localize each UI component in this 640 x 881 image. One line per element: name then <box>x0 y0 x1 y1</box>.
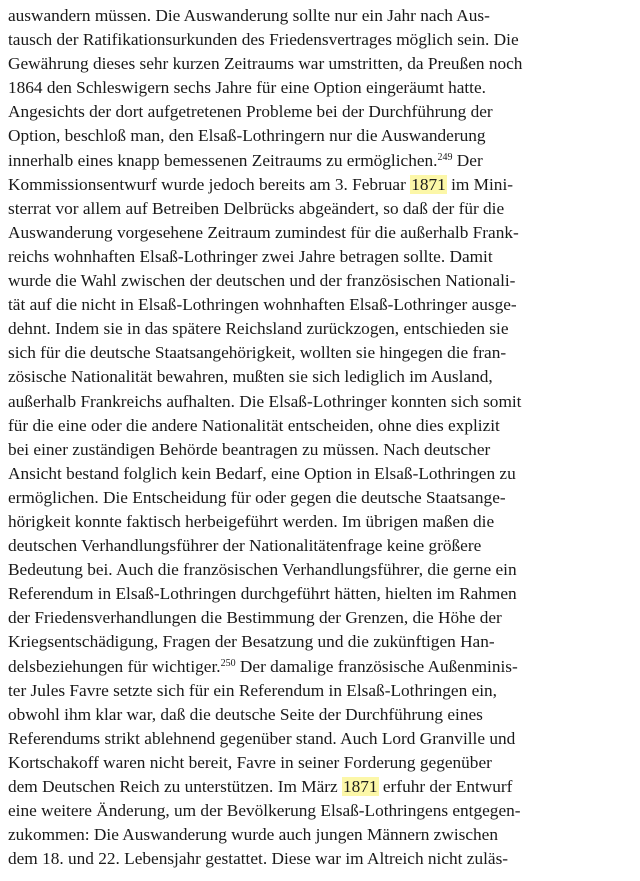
text-segment: zösische Nationalität bewahren, mußten sie sich lediglich im Ausland, <box>8 367 493 387</box>
text-line <box>8 221 632 245</box>
text-line <box>8 317 632 341</box>
text-line <box>8 438 632 462</box>
text-segment: tät auf die nicht in Elsaß-Lothringen wohnhaften Elsaß-Lothringer ausge- <box>8 295 517 315</box>
footnote-ref: 249 <box>437 151 453 163</box>
text-line <box>8 197 632 221</box>
text-line <box>8 173 632 197</box>
text-segment: ter Jules Favre setzte sich für ein Referendum in Elsaß-Lothringen ein, <box>8 680 497 700</box>
text-line <box>8 269 632 293</box>
text-segment: Kommissionsentwurf wurde jedoch bereits am 3. Februar <box>8 174 411 194</box>
text-line <box>8 414 632 438</box>
text-segment: Der damalige französische Außenminis- <box>235 656 518 676</box>
text-line <box>8 390 632 414</box>
text-line <box>8 630 632 654</box>
text-segment: tausch der Ratifikationsurkunden des Friedensvertrages möglich sein. Die <box>8 30 519 50</box>
document-page <box>8 4 632 871</box>
text-segment: zukommen: Die Auswanderung wurde auch jungen Männern zwischen <box>8 825 498 845</box>
text-segment: 1864 den Schleswigern sechs Jahre für eine Option eingeräumt hatte. <box>8 78 486 98</box>
text-segment: bei einer zuständigen Behörde beantragen zu müssen. Nach deutscher <box>8 439 491 459</box>
text-line <box>8 462 632 486</box>
text-line <box>8 28 632 52</box>
highlighted-year: 1871 <box>411 174 446 194</box>
text-line <box>8 52 632 76</box>
text-segment: für die eine oder die andere Nationalität entscheiden, ohne dies explizit <box>8 415 500 435</box>
text-line <box>8 727 632 751</box>
text-line <box>8 606 632 630</box>
text-segment: wurde die Wahl zwischen der deutschen und der französischen Nationali- <box>8 271 516 291</box>
text-segment: Bedeutung bei. Auch die französischen Verhandlungsführer, die gerne ein <box>8 560 517 580</box>
text-segment: Kriegsentschädigung, Fragen der Besatzung und die zukünftigen Han- <box>8 632 495 652</box>
text-line <box>8 510 632 534</box>
text-line <box>8 341 632 365</box>
text-segment: Kortschakoff waren nicht bereit, Favre in seiner Forderung gegenüber <box>8 752 492 772</box>
text-segment: Referendums strikt ablehnend gegenüber stand. Auch Lord Granville und <box>8 728 516 748</box>
text-segment: sich für die deutsche Staatsangehörigkeit, wollten sie hingegen die fran- <box>8 343 507 363</box>
text-line <box>8 582 632 606</box>
text-segment: im Mini- <box>446 174 513 194</box>
text-segment: dehnt. Indem sie in das spätere Reichsland zurückzogen, entschieden sie <box>8 319 509 339</box>
text-segment: Auswanderung vorgesehene Zeitraum zumindest für die außerhalb Frank- <box>8 222 519 242</box>
text-segment: Angesichts der dort aufgetretenen Probleme bei der Durchführung der <box>8 102 493 122</box>
text-segment: eine weitere Änderung, um der Bevölkerung Elsaß-Lothringens entgegen- <box>8 801 521 821</box>
text-line <box>8 100 632 124</box>
footnote-ref: 250 <box>220 657 236 669</box>
highlighted-year: 1871 <box>343 777 378 796</box>
text-line <box>8 775 632 799</box>
text-segment: der Friedensverhandlungen die Bestimmung der Grenzen, die Höhe der <box>8 608 502 628</box>
text-line <box>8 76 632 100</box>
text-line <box>8 293 632 317</box>
text-line <box>8 486 632 510</box>
text-line <box>8 823 632 847</box>
text-line <box>8 534 632 558</box>
text-line <box>8 847 632 871</box>
text-line <box>8 655 632 679</box>
text-segment: erfuhr der Entwurf <box>378 777 513 796</box>
text-line <box>8 124 632 148</box>
text-segment: Der <box>452 150 483 170</box>
text-segment: deutschen Verhandlungsführer der Nationalitätenfrage keine größere <box>8 536 482 556</box>
text-segment: reichs wohnhaften Elsaß-Lothringer zwei Jahre betragen sollte. Damit <box>8 246 493 266</box>
text-segment: ermöglichen. Die Entscheidung für oder gegen die deutsche Staatsange- <box>8 487 506 507</box>
text-segment: auswandern müssen. Die Auswanderung sollte nur ein Jahr nach Aus- <box>8 6 490 25</box>
text-line <box>8 149 632 173</box>
text-line <box>8 558 632 582</box>
text-segment: Option, beschloß man, den Elsaß-Lothringern nur die Auswanderung <box>8 126 486 146</box>
text-line <box>8 703 632 727</box>
text-segment: Gewährung dieses sehr kurzen Zeitraums war umstritten, da Preußen noch <box>8 54 523 74</box>
text-segment: innerhalb eines knapp bemessenen Zeitraums zu ermöglichen. <box>8 150 438 170</box>
text-line <box>8 245 632 269</box>
text-segment: sterrat vor allem auf Betreiben Delbrücks abgeändert, so daß der für die <box>8 198 505 218</box>
text-line <box>8 751 632 775</box>
text-segment: dem 18. und 22. Lebensjahr gestattet. Diese war im Altreich nicht zuläs- <box>8 849 509 869</box>
text-line <box>8 799 632 823</box>
text-segment: Referendum in Elsaß-Lothringen durchgeführt hätten, hielten im Rahmen <box>8 584 517 604</box>
text-segment: obwohl ihm klar war, daß die deutsche Seite der Durchführung eines <box>8 704 483 724</box>
text-line <box>8 4 632 28</box>
text-segment: dem Deutschen Reich zu unterstützen. Im März <box>8 777 342 796</box>
text-line <box>8 365 632 389</box>
text-line <box>8 679 632 703</box>
text-segment: delsbeziehungen für wichtiger. <box>8 656 221 676</box>
text-segment: Ansicht bestand folglich kein Bedarf, eine Option in Elsaß-Lothringen zu <box>8 463 516 483</box>
text-segment: hörigkeit konnte faktisch herbeigeführt werden. Im übrigen maßen die <box>8 511 495 531</box>
text-segment: außerhalb Frankreichs aufhalten. Die Elsaß-Lothringer konnten sich somit <box>8 391 522 411</box>
